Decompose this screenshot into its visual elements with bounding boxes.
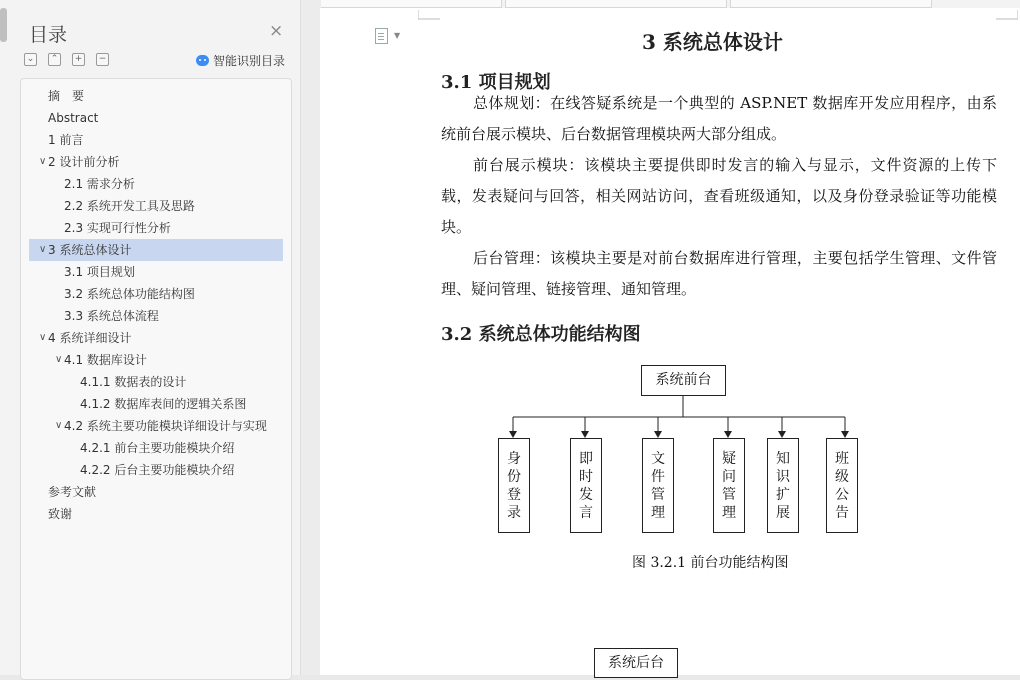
chevron-down-icon[interactable]: ∨ bbox=[55, 354, 63, 365]
diagram-node-char: 级 bbox=[835, 468, 849, 485]
toc-panel bbox=[0, 0, 300, 675]
diagram-node-char: 告 bbox=[835, 504, 849, 521]
toc-item[interactable] bbox=[29, 459, 283, 481]
diagram-node-char: 管 bbox=[651, 486, 665, 503]
diagram-child-node bbox=[826, 438, 858, 533]
diagram-node-char: 份 bbox=[507, 468, 521, 485]
toc-item[interactable] bbox=[29, 349, 283, 371]
toc-item-label: Abstract bbox=[48, 111, 99, 125]
toc-item-label: 4.1.1 数据表的设计 bbox=[80, 375, 187, 389]
toc-item-label: 2 设计前分析 bbox=[48, 155, 120, 169]
toc-item-label: 摘 要 bbox=[48, 89, 85, 103]
diagram-child-node bbox=[713, 438, 745, 533]
diagram-node-char: 录 bbox=[507, 504, 521, 521]
toc-item-label: 4.1 数据库设计 bbox=[64, 353, 147, 367]
diagram-node-char: 扩 bbox=[776, 486, 790, 503]
toc-title: 目录 bbox=[29, 24, 68, 46]
diagram-node-char: 识 bbox=[776, 468, 790, 485]
diagram-node-char: 问 bbox=[722, 468, 736, 485]
toc-item-label: 3.3 系统总体流程 bbox=[64, 309, 159, 323]
toc-item[interactable] bbox=[29, 173, 283, 195]
document-icon[interactable] bbox=[375, 28, 388, 44]
toc-item-label: 2.3 实现可行性分析 bbox=[64, 221, 171, 235]
margin-corner-mark bbox=[418, 10, 440, 20]
toc-item[interactable] bbox=[29, 283, 283, 305]
diagram-node-char: 身 bbox=[507, 450, 521, 467]
ruler-segment bbox=[320, 0, 502, 8]
chevron-down-icon[interactable]: ∨ bbox=[39, 244, 47, 255]
diagram-child-node bbox=[570, 438, 602, 533]
diagram-node-char: 理 bbox=[651, 504, 665, 521]
paragraph-backend: 后台管理：该模块主要是对前台数据库进行管理，主要包括学生管理、文件管理、疑问管理、链接管理、通知管理。 bbox=[441, 249, 997, 298]
figure-caption: 图 3.2.1 前台功能结构图 bbox=[632, 555, 789, 571]
chevron-down-icon[interactable]: ∨ bbox=[39, 332, 47, 343]
diagram-child-node bbox=[767, 438, 799, 533]
panel-divider[interactable] bbox=[300, 0, 321, 675]
toc-item-label: 参考文献 bbox=[48, 485, 97, 499]
toc-item[interactable] bbox=[29, 217, 283, 239]
collapse-all-icon[interactable]: ⌄ bbox=[24, 53, 37, 66]
toc-item-label: 3 系统总体设计 bbox=[48, 243, 132, 257]
toc-item-label: 3.1 项目规划 bbox=[64, 265, 135, 279]
diagram-next-root-node: 系统后台 bbox=[594, 648, 678, 678]
diagram-node-char: 知 bbox=[776, 450, 790, 467]
diagram-root-node: 系统前台 bbox=[641, 365, 726, 396]
chevron-down-icon[interactable]: ∨ bbox=[55, 420, 63, 431]
toc-item-label: 3.2 系统总体功能结构图 bbox=[64, 287, 195, 301]
toc-item-label: 4.2.2 后台主要功能模块介绍 bbox=[80, 463, 235, 477]
toc-item-label: 2.1 需求分析 bbox=[64, 177, 135, 191]
toc-item[interactable] bbox=[29, 239, 283, 261]
diagram-child-node bbox=[498, 438, 530, 533]
heading-section-3-1: 3.1 项目规划 bbox=[441, 72, 551, 93]
diagram-node-char: 言 bbox=[579, 504, 593, 521]
toc-item[interactable] bbox=[29, 85, 283, 107]
toc-item[interactable] bbox=[29, 195, 283, 217]
panel-scrollbar[interactable] bbox=[0, 8, 7, 42]
ruler-segment bbox=[730, 0, 932, 8]
smart-recognize-toc-button[interactable] bbox=[196, 52, 285, 69]
ruler-segment bbox=[505, 0, 727, 8]
toc-item-label: 2.2 系统开发工具及思路 bbox=[64, 199, 195, 213]
paragraph-frontend: 前台展示模块：该模块主要提供即时发言的输入与显示，文件资源的上传下载，发表疑问与回答，相关网站访问，查看班级通知，以及身份登录验证等功能模块。 bbox=[441, 156, 997, 236]
heading-chapter: 3 系统总体设计 bbox=[642, 30, 783, 54]
expand-up-icon[interactable]: ⌃ bbox=[48, 53, 61, 66]
diagram-node-char: 展 bbox=[776, 504, 790, 521]
toc-item[interactable] bbox=[29, 327, 283, 349]
toc-item[interactable] bbox=[29, 151, 283, 173]
diagram-node-char: 即 bbox=[579, 450, 593, 467]
diagram-node-char: 登 bbox=[507, 486, 521, 503]
diagram-connectors bbox=[490, 395, 860, 441]
diagram-child-node bbox=[642, 438, 674, 533]
diagram-node-char: 发 bbox=[579, 486, 593, 503]
toc-item-label: 4.1.2 数据库表间的逻辑关系图 bbox=[80, 397, 247, 411]
toc-item[interactable] bbox=[29, 393, 283, 415]
toc-item[interactable] bbox=[29, 481, 283, 503]
toc-item[interactable] bbox=[29, 437, 283, 459]
smart-recognize-label: 智能识别目录 bbox=[213, 54, 286, 68]
diagram-node-char: 疑 bbox=[722, 450, 736, 467]
diagram-node-char: 件 bbox=[651, 468, 665, 485]
toc-item[interactable] bbox=[29, 415, 283, 437]
toc-item-label: 4 系统详细设计 bbox=[48, 331, 132, 345]
heading-section-3-2: 3.2 系统总体功能结构图 bbox=[441, 324, 641, 345]
diagram-node-char: 文 bbox=[651, 450, 665, 467]
margin-corner-mark bbox=[996, 10, 1018, 20]
diagram-node-char: 公 bbox=[835, 486, 849, 503]
close-icon[interactable]: × bbox=[269, 21, 284, 41]
toc-item[interactable] bbox=[29, 371, 283, 393]
diagram-node-char: 管 bbox=[722, 486, 736, 503]
toc-item[interactable] bbox=[29, 261, 283, 283]
toc-item[interactable] bbox=[29, 129, 283, 151]
chevron-down-icon[interactable]: ▼ bbox=[394, 31, 401, 40]
toc-item-label: 4.2.1 前台主要功能模块介绍 bbox=[80, 441, 235, 455]
toc-item[interactable] bbox=[29, 305, 283, 327]
toc-item-label: 1 前言 bbox=[48, 133, 84, 147]
add-heading-icon[interactable]: + bbox=[72, 53, 85, 66]
diagram-node-char: 班 bbox=[835, 450, 849, 467]
diagram-node-char: 理 bbox=[722, 504, 736, 521]
remove-heading-icon[interactable]: − bbox=[96, 53, 109, 66]
toc-item[interactable] bbox=[29, 503, 283, 525]
toc-item[interactable] bbox=[29, 107, 283, 129]
toc-list bbox=[20, 78, 292, 680]
toc-item-label: 4.2 系统主要功能模块详细设计与实现 bbox=[64, 419, 267, 433]
diagram-node-char: 时 bbox=[579, 468, 593, 485]
toc-item-label: 致谢 bbox=[48, 507, 73, 521]
chevron-down-icon[interactable]: ∨ bbox=[39, 156, 47, 167]
paragraph-overview: 总体规划：在线答疑系统是一个典型的 ASP.NET 数据库开发应用程序，由系统前台展示模块、后台数据管理模块两大部分组成。 bbox=[441, 94, 997, 143]
robot-icon bbox=[196, 55, 209, 66]
